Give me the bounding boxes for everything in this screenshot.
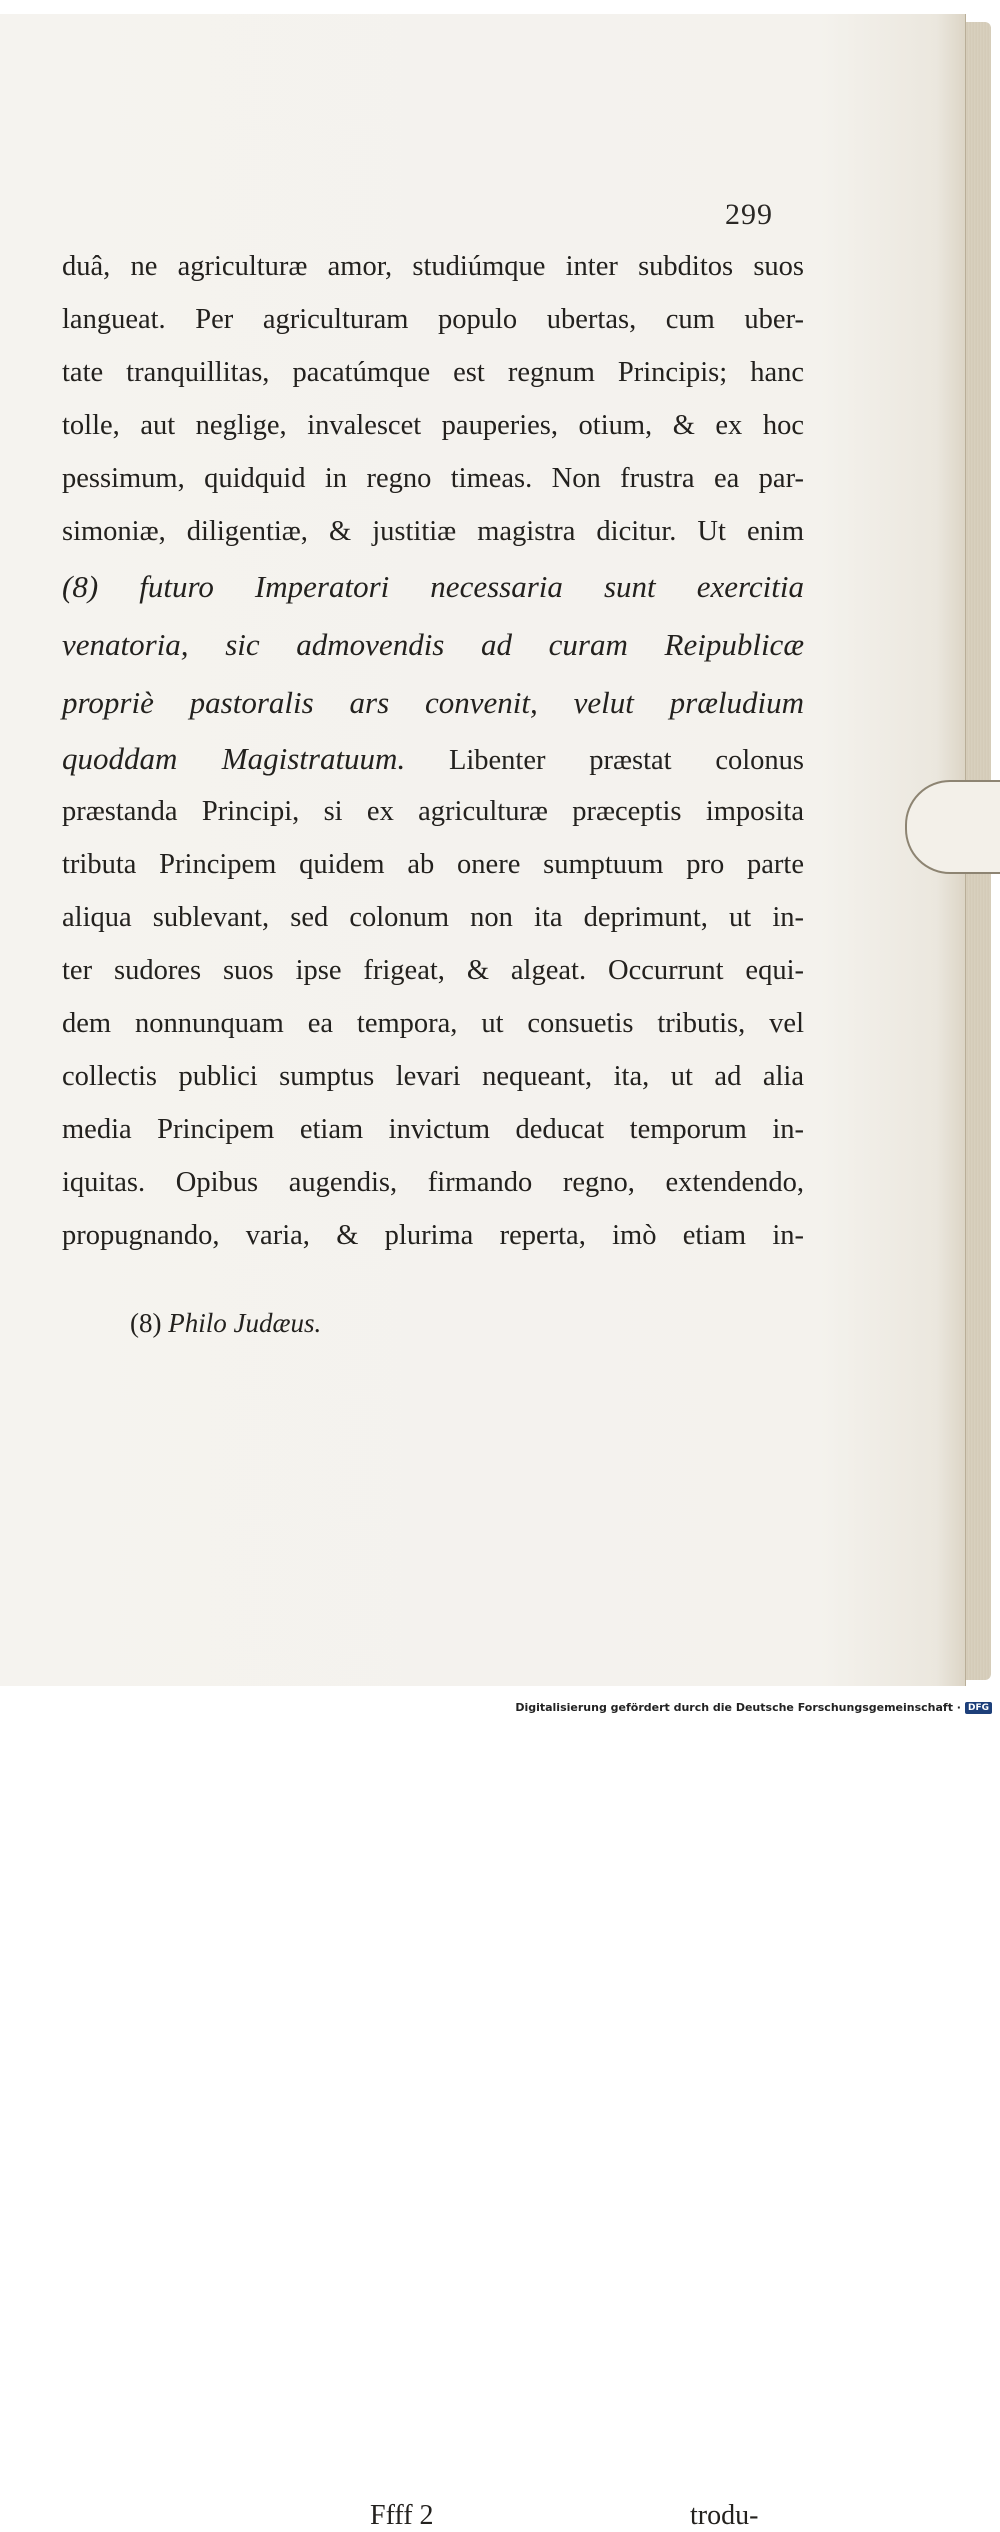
signature-mark: Ffff 2 (370, 2500, 434, 2531)
catchword: trodu- (690, 2500, 759, 2531)
text-line: duâ, ne agriculturæ amor, studiúmque inter subditos suos (62, 251, 804, 282)
text-line: præstanda Principi, si ex agriculturæ præceptis imposita (62, 796, 804, 827)
footnote-text: Philo Judæus. (168, 1308, 322, 1338)
italic-fragment: quoddam Magistratuum. (62, 741, 406, 776)
roman-fragment: Libenter præstat colonus (405, 745, 804, 776)
text-line-italic: (8) futuro Imperatori necessaria sunt exercitia (62, 569, 804, 604)
footnote-marker: (8) (130, 1308, 162, 1338)
text-line-italic: venatoria, sic admovendis ad curam Reipublicæ (62, 627, 804, 662)
text-line: propugnando, varia, & plurima reperta, imò etiam in- (62, 1220, 804, 1251)
text-line-mixed (62, 732, 804, 785)
text-line: aliqua sublevant, sed colonum non ita deprimunt, ut in- (62, 902, 804, 933)
text-line: media Principem etiam invictum deducat temporum in- (62, 1114, 804, 1145)
text-line: dem nonnunquam ea tempora, ut consuetis tributis, vel (62, 1008, 804, 1039)
dfg-logo: DFG (965, 1702, 992, 1714)
footnote (130, 1308, 321, 1339)
page-number: 299 (725, 198, 773, 231)
credit-text: Digitalisierung gefördert durch die Deutsche Forschungsgemeinschaft · (515, 1701, 961, 1714)
body-text (62, 240, 804, 1262)
text-line: tolle, aut neglige, invalescet pauperies, otium, & ex hoc (62, 410, 804, 441)
text-line: tributa Principem quidem ab onere sumptuum pro parte (62, 849, 804, 880)
text-line-italic: propriè pastoralis ars convenit, velut præludium (62, 685, 804, 720)
text-line: pessimum, quidquid in regno timeas. Non frustra ea par- (62, 463, 804, 494)
text-line: iquitas. Opibus augendis, firmando regno, extendendo, (62, 1167, 804, 1198)
text-line: simoniæ, diligentiæ, & justitiæ magistra dicitur. Ut enim (62, 516, 804, 547)
text-line: langueat. Per agriculturam populo ubertas, cum uber- (62, 304, 804, 335)
digitization-credit (515, 1701, 992, 1714)
bookmark-ribbon (905, 780, 1000, 874)
text-line: ter sudores suos ipse frigeat, & algeat. Occurrunt equi- (62, 955, 804, 986)
text-line: collectis publici sumptus levari nequeant, ita, ut ad alia (62, 1061, 804, 1092)
text-line: tate tranquillitas, pacatúmque est regnum Principis; hanc (62, 357, 804, 388)
